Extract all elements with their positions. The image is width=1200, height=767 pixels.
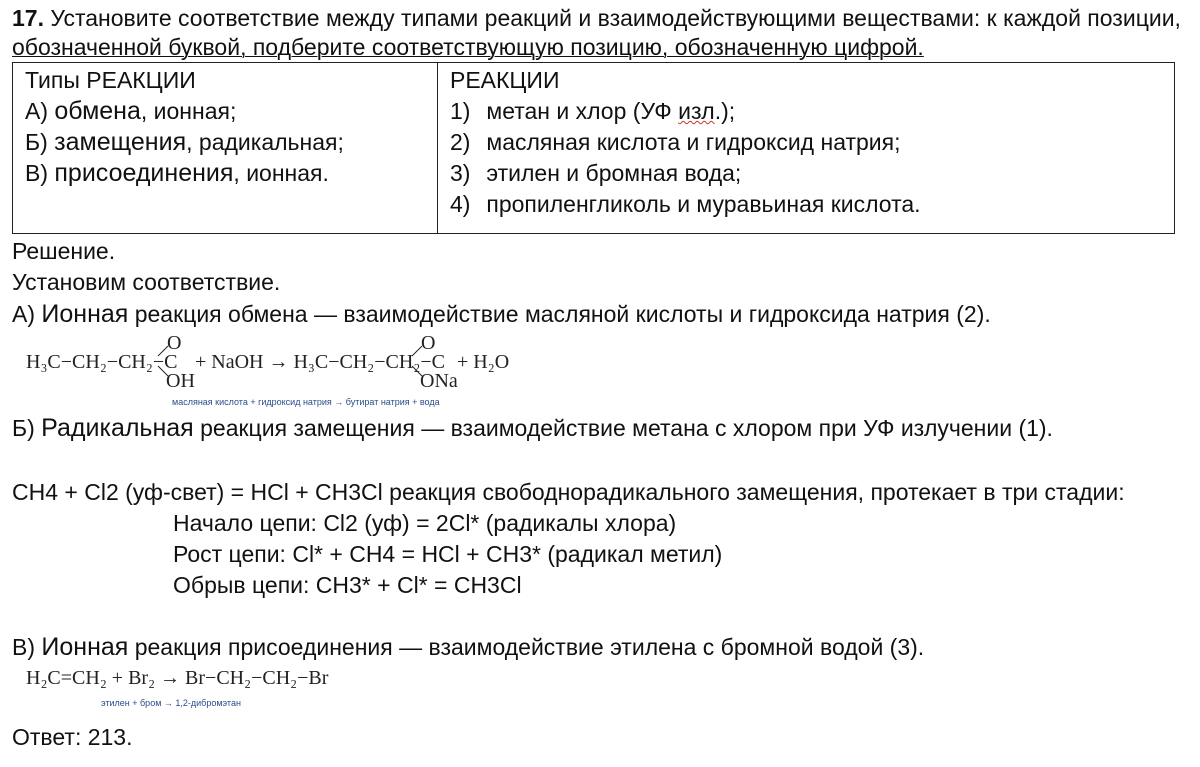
reaction-text: метан и хлор (УФ [486, 98, 679, 124]
reactions-header: РЕАКЦИИ [450, 67, 560, 93]
formula-a-caption: масляная кислота + гидроксид натрия → бутират натрия + вода [172, 397, 440, 407]
chain-termination: Обрыв цепи: CH3* + Cl* = CH3Cl [173, 572, 522, 598]
formula-a-o-top: O [167, 332, 182, 354]
formula-a-right: + H₂O [457, 351, 510, 373]
question-line-2 [12, 33, 924, 61]
solution-text: реакция обмена — взаимодействие масляной кислоты и гидроксида натрия (2). [128, 301, 991, 327]
reaction-row [450, 127, 1162, 158]
type-detail: , радикальная; [186, 129, 344, 155]
solution-keyword: Ионная [41, 633, 129, 661]
type-detail: , ионная. [233, 160, 329, 186]
solution-a [12, 300, 991, 328]
solution-heading: Решение. [12, 238, 116, 264]
answer: Ответ: 213. [12, 724, 133, 750]
type-row [25, 158, 425, 189]
reaction-text: этилен и бромная вода; [486, 160, 742, 186]
solution-letter: Б) [12, 415, 42, 441]
solution-keyword: Радикальная [41, 414, 194, 442]
types-column [13, 63, 438, 234]
formula-c: H₂C=CH₂ + Br₂ → Br−CH₂−CH₂−Br [26, 667, 329, 689]
type-letter: Б) [25, 129, 48, 155]
formula-a-oh: OH [166, 370, 195, 392]
solution-c [12, 633, 924, 661]
question-line-1 [12, 4, 1181, 32]
reactions-column [438, 63, 1175, 234]
type-letter: А) [25, 98, 48, 124]
question-number: 17. [12, 5, 44, 31]
matching-table [12, 62, 1175, 234]
type-row [25, 127, 425, 158]
reaction-text: масляная кислота и гидроксид натрия; [486, 129, 901, 155]
formula-a-mid: + NaOH → H₃C−CH₂−CH₂−C [195, 351, 445, 373]
solution-keyword: Ионная [41, 300, 129, 328]
type-row [25, 96, 425, 127]
formula-a-ona: ONa [420, 370, 458, 392]
solution-b [12, 414, 1053, 442]
chain-initiation: Начало цепи: Cl2 (уф) = 2Cl* (радикалы хлора) [173, 510, 677, 536]
reaction-text-end: .); [714, 98, 736, 124]
type-detail: , ионная; [140, 98, 237, 124]
type-letter: В) [25, 160, 48, 186]
reaction-row [450, 158, 1162, 189]
type-kind: присоединения [54, 159, 234, 187]
solution-text: реакция замещения — взаимодействие метана с хлором при УФ излучении (1). [193, 415, 1053, 441]
reaction-number: 3) [450, 160, 471, 186]
question-text-1: Установите соответствие между типами реакций и взаимодействующими веществами: к каждой позиции, [50, 5, 1181, 31]
carboxyl-bonds-2 [404, 340, 434, 382]
reaction-row [450, 96, 1162, 127]
type-kind: замещения [54, 128, 187, 156]
reaction-number: 2) [450, 129, 471, 155]
reaction-text: пропиленгликоль и муравьиная кислота. [486, 191, 921, 217]
carboxyl-bonds-1 [150, 340, 180, 382]
type-kind: обмена [54, 97, 141, 125]
solution-letter: А) [12, 301, 42, 327]
formula-a-o-top-2: O [421, 332, 436, 354]
solution-b-equation: CH4 + Cl2 (уф-свет) = HCl + CH3Cl реакция свободнорадикального замещения, протекает в три стадии: [12, 479, 1125, 505]
reaction-row [450, 189, 1162, 220]
reaction-number: 1) [450, 98, 471, 124]
solution-text: реакция присоединения — взаимодействие этилена с бромной водой (3). [128, 634, 925, 660]
solution-intro: Установим соответствие. [12, 269, 281, 295]
reaction-spellcheck-word: изл [678, 98, 715, 124]
question-text-2: обозначенной буквой, подберите соответствующую позицию, обозначенную цифрой. [12, 34, 924, 60]
reaction-number: 4) [450, 191, 471, 217]
formula-a-left: H₃C−CH₂−CH₂−C [26, 351, 178, 373]
solution-letter: В) [12, 634, 42, 660]
formula-c-caption: этилен + бром → 1,2-дибромэтан [101, 698, 241, 708]
types-header: Типы РЕАКЦИИ [25, 67, 196, 93]
chain-propagation: Рост цепи: Cl* + CH4 = HCl + CH3* (радикал метил) [173, 541, 723, 567]
